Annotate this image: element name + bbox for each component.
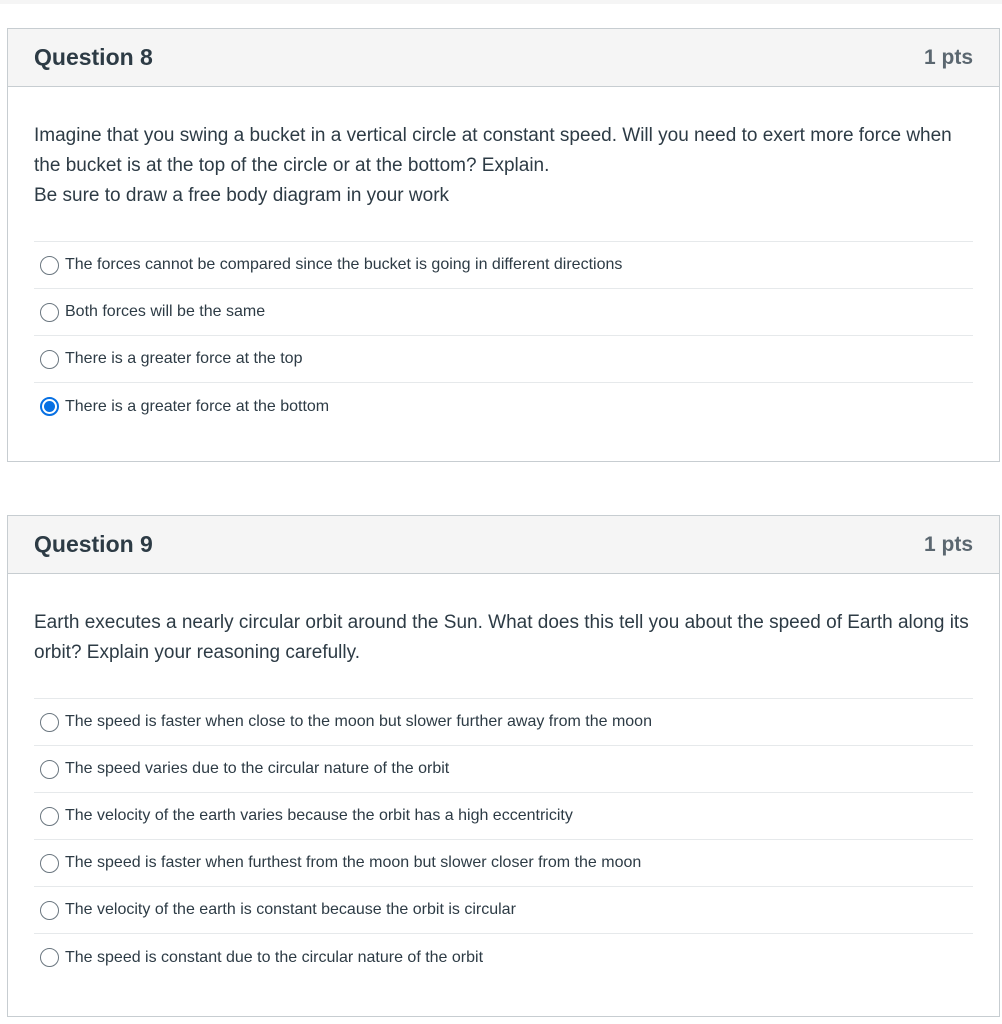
question-body bbox=[8, 87, 999, 430]
radio-button-checked[interactable] bbox=[40, 397, 59, 416]
radio-button[interactable] bbox=[40, 807, 59, 826]
answer-label[interactable]: The velocity of the earth varies because the orbit has a high eccentricity bbox=[65, 807, 573, 824]
question-8-card bbox=[7, 28, 1000, 462]
answer-label[interactable]: The speed is constant due to the circular nature of the orbit bbox=[65, 948, 484, 966]
answer-option[interactable] bbox=[34, 289, 973, 336]
radio-button[interactable] bbox=[40, 854, 59, 873]
question-points: 1 pts bbox=[923, 532, 973, 556]
top-divider bbox=[0, 0, 1002, 4]
question-points: 1 pts bbox=[923, 45, 973, 69]
answer-option[interactable] bbox=[34, 934, 973, 981]
radio-button[interactable] bbox=[40, 303, 59, 322]
answer-option[interactable] bbox=[34, 746, 973, 793]
radio-button[interactable] bbox=[40, 901, 59, 920]
question-text bbox=[34, 121, 973, 211]
answer-option[interactable] bbox=[34, 793, 973, 840]
radio-button[interactable] bbox=[40, 948, 59, 967]
radio-button[interactable] bbox=[40, 713, 59, 732]
answer-label[interactable]: The forces cannot be compared since the bucket is going in different directions bbox=[65, 256, 623, 273]
answer-option[interactable] bbox=[34, 887, 973, 934]
answer-label[interactable]: The velocity of the earth is constant because the orbit is circular bbox=[65, 901, 516, 918]
question-text-line: Earth executes a nearly circular orbit around the Sun. What does this tell you about the speed of Earth along its orbit? Explain your reasoning carefully. bbox=[34, 612, 969, 663]
question-text-line: Be sure to draw a free body diagram in your work bbox=[34, 185, 450, 206]
answer-label[interactable]: The speed varies due to the circular nature of the orbit bbox=[65, 760, 450, 777]
question-body bbox=[8, 574, 999, 981]
answer-option-selected[interactable] bbox=[34, 383, 973, 430]
radio-button[interactable] bbox=[40, 760, 59, 779]
answer-label[interactable]: There is a greater force at the top bbox=[65, 350, 303, 367]
question-title: Question 9 bbox=[34, 531, 153, 557]
answer-label[interactable]: Both forces will be the same bbox=[65, 303, 266, 320]
question-text-line: Imagine that you swing a bucket in a vertical circle at constant speed. Will you need to exert more force when the bucket is at the top of the circle or at the bottom? Explain. bbox=[34, 125, 952, 176]
question-header bbox=[8, 29, 999, 87]
question-title: Question 8 bbox=[34, 44, 153, 70]
answer-list bbox=[34, 241, 973, 430]
answer-option[interactable] bbox=[34, 242, 973, 289]
answer-option[interactable] bbox=[34, 336, 973, 383]
answer-label[interactable]: The speed is faster when close to the moon but slower further away from the moon bbox=[65, 713, 652, 730]
radio-button[interactable] bbox=[40, 350, 59, 369]
question-9-card bbox=[7, 515, 1000, 1017]
radio-button[interactable] bbox=[40, 256, 59, 275]
answer-option[interactable] bbox=[34, 840, 973, 887]
answer-list bbox=[34, 698, 973, 981]
answer-option[interactable] bbox=[34, 699, 973, 746]
question-header bbox=[8, 516, 999, 574]
answer-label[interactable]: The speed is faster when furthest from the moon but slower closer from the moon bbox=[65, 854, 642, 871]
answer-label[interactable]: There is a greater force at the bottom bbox=[65, 397, 330, 415]
question-text bbox=[34, 608, 973, 668]
